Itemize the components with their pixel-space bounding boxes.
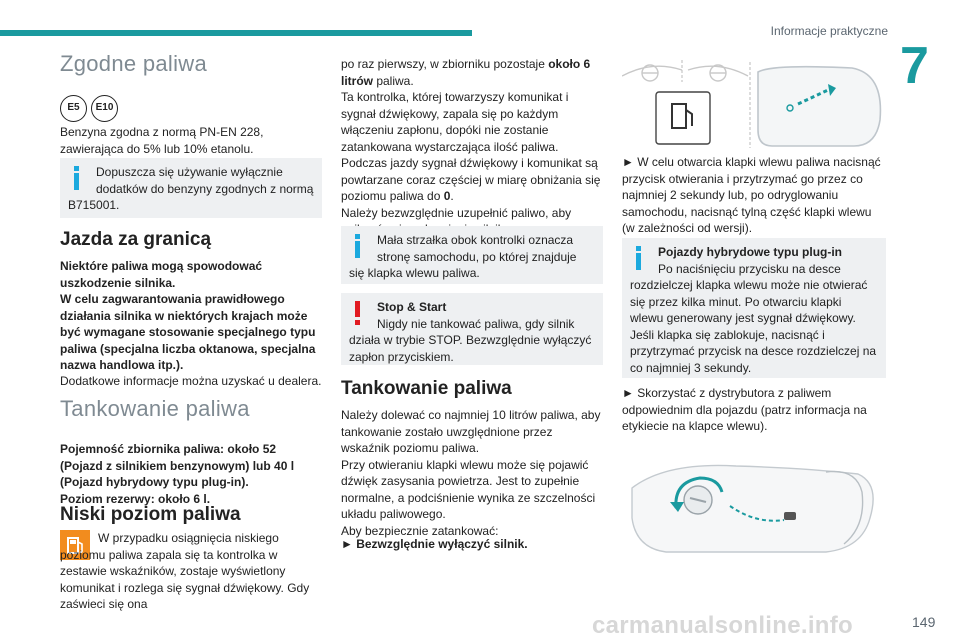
dashboard-right-sketch [688, 65, 748, 81]
section-title: Informacje praktyczne [770, 24, 888, 38]
chapter-number: 7 [900, 37, 929, 95]
page-number: 149 [912, 614, 936, 630]
cap-holder [784, 512, 796, 520]
note-additives-text: Dopuszcza się używanie wyłącznie dodatków do benzyny zgodnych z normą B715001. [68, 165, 314, 212]
fuel-badges [60, 95, 122, 122]
heading-low-fuel: Niski poziom paliwa [60, 504, 241, 525]
step-use-pump: ► Skorzystać z dystrybutora z paliwem odpowiednim dla pojazdu (patrz informacja na etykiecie na klapce wlewu). [622, 386, 867, 433]
refuel-text: Należy dolewać co najmniej 10 litrów paliwa, aby tankowanie zostało uwzględnione przez wskaźnik poziomu paliwa. Przy otwieraniu klapki wlewu może się pojawić dźwięk zasysania powietrza. Jest to zupełnie normalne, a podciśnienie wynika ze szczelności układu paliwowego. Aby bezpiecznie zatankować: [341, 408, 601, 538]
warning-text: Nigdy nie tankować paliwa, gdy silnik działa w trybie STOP. Bezwzględnie wyłączyć zapłon przyciskiem. [349, 316, 592, 364]
info-icon [68, 164, 90, 192]
cont-zero: 0 [443, 189, 451, 203]
note-hybrid [622, 238, 886, 378]
note-arrow [341, 226, 603, 284]
compat-text: Benzyna zgodna z normą PN-EN 228, zawierająca do 5% lub 10% etanolu. [60, 125, 264, 156]
heading-compatible-fuels: Zgodne paliwa [60, 51, 207, 76]
warning-stop-start [341, 293, 603, 365]
cont-bold: około 6 litrów [341, 57, 591, 88]
fuel-flap-button-icon [656, 92, 710, 144]
fuel-filler-illustration [626, 448, 882, 558]
heading-driving-abroad: Jazda za granicą [60, 229, 212, 250]
dashboard-left-sketch [622, 60, 682, 82]
abroad-dealer-text: Dodatkowe informacje można uzyskać u dealera. [60, 374, 322, 388]
fuel-flap-closeup [758, 67, 880, 146]
abroad-warning-text: Niektóre paliwa mogą spowodować uszkodzenie silnika. W celu zagwarantowania prawidłowego działania silnika w niektórych krajach może być wymagane stosowanie specjalnego typu paliwa (specjalna liczba oktanowa, specjalna nazwa handlowa itp.). [60, 259, 316, 372]
cont-end: . Należy bezwzględnie uzupełnić paliwo, aby [341, 189, 572, 220]
step-switch-off: ► Bezwzględnie wyłączyć silnik. [341, 537, 528, 551]
fuel-flap-button-illustration [622, 50, 886, 150]
tank-capacity-text: Pojemność zbiornika paliwa: około 52 (Pojazd z silnikiem benzynowym) lub 40 l (Pojazd hybrydowy typu plug-in). Poziom rezerwy: około 6 l. [60, 442, 295, 506]
hybrid-title: Pojazdy hybrydowe typu plug-in [658, 245, 843, 259]
header-accent-bar [0, 30, 472, 36]
low-fuel-text: W przypadku osiągnięcia niskiego poziomu paliwa zapala się ta kontrolka w zestawie wskaźników, zostaje wyświetlony komunikat i rozlega się sygnał dźwiękowy. Gdy zaświeci się ona [60, 531, 310, 611]
heading-refuelling: Tankowanie paliwa [60, 396, 250, 421]
step-open-flap: ► W celu otwarcia klapki wlewu paliwa nacisnąć przycisk otwierania i przytrzymać go przez co najmniej 2 sekundy lub, po odryglowaniu samochodu, nacisnąć tylną część klapki wlewu (w zależności od wersji). [622, 155, 881, 235]
heading-refuelling-2: Tankowanie paliwa [341, 378, 512, 399]
hybrid-text: Po naciśnięciu przycisku na desce rozdzielczej klapka wlewu może nie otwierać się przez kilka minut. Po otwarciu klapki wlewu generowany jest sygnał dźwiękowy. Jeśli klapka się zablokuje, nacisnąć i przytrzymać przycisk na desce rozdzielczej na co najmniej 3 sekundy. [630, 261, 877, 375]
footer-watermark: carmanualsonline.info [592, 612, 854, 639]
warning-icon [349, 299, 371, 327]
info-icon [349, 232, 371, 260]
cont-pre: po raz pierwszy, w zbiorniku pozostaje [341, 57, 549, 71]
cont-post: paliwa. Ta kontrolka, której towarzyszy komunikat i sygnał dźwiękowy, zapala się po każdym włączeniu zapłonu, dopóki nie zostanie zatankowana wystarczająca ilość paliwa. Podczas jazdy sygnał dźwiękowy i komunikat są powtarzane coraz częściej w miarę obniżania się poziomu paliwa do [341, 73, 601, 203]
warning-title: Stop & Start [377, 300, 447, 314]
low-fuel-continued [341, 56, 603, 238]
note-additives [60, 158, 322, 218]
e5-badge: E5 [60, 95, 87, 122]
info-icon [630, 244, 652, 272]
note-arrow-text: Mała strzałka obok kontrolki oznacza stronę samochodu, po której znajduje się klapka wlewu paliwa. [349, 233, 577, 280]
e10-badge: E10 [91, 95, 118, 122]
